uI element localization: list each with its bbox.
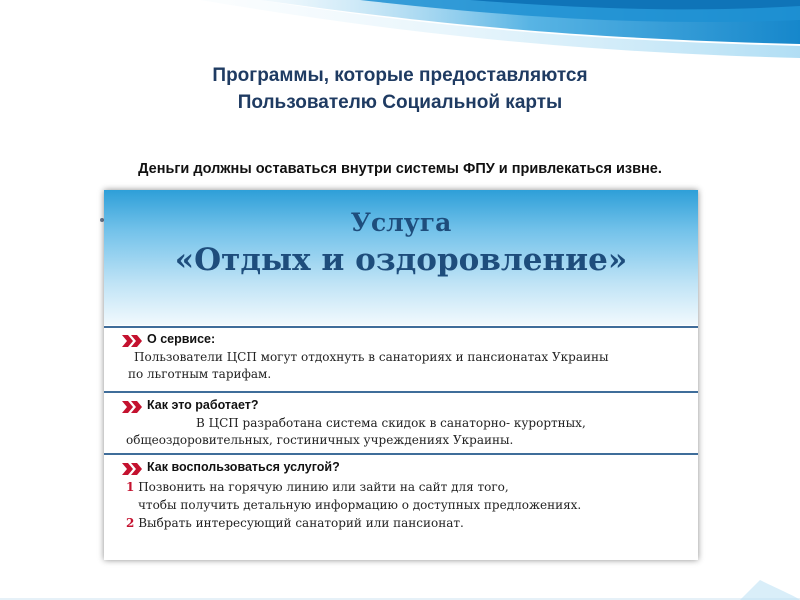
double-chevron-right-icon bbox=[122, 401, 144, 413]
step-1-continuation: чтобы получить детальную информацию о доступных предложениях. bbox=[138, 498, 582, 512]
divider bbox=[104, 326, 698, 328]
section-about-line-1: Пользователи ЦСП могут отдохнуть в санаториях и пансионатах Украины bbox=[134, 350, 609, 364]
service-card bbox=[104, 190, 698, 560]
step-text: Позвонить на горячую линию или зайти на сайт для того, bbox=[138, 480, 509, 494]
double-chevron-right-icon bbox=[122, 463, 144, 475]
section-about-line-2: по льготным тарифам. bbox=[128, 367, 272, 381]
slide-title-line-1: Программы, которые предоставляются bbox=[212, 65, 588, 86]
double-chevron-right-icon bbox=[122, 335, 144, 347]
step-1 bbox=[126, 480, 509, 494]
slide-subtitle: Деньги должны оставаться внутри системы ФПУ и привлекаться извне. bbox=[138, 161, 662, 177]
card-kicker: Услуга bbox=[350, 208, 452, 237]
step-number: 2 bbox=[126, 516, 135, 530]
step-2 bbox=[126, 516, 464, 530]
divider bbox=[104, 391, 698, 393]
section-heading-label: Как воспользоваться услугой? bbox=[147, 460, 340, 474]
card-header bbox=[104, 190, 698, 325]
section-heading-label: О сервисе: bbox=[147, 332, 216, 346]
slide-title-line-2: Пользователю Социальной карты bbox=[237, 92, 563, 113]
section-about bbox=[104, 332, 698, 392]
section-how-line-2: общеоздоровительных, гостиничных учреждениях Украины. bbox=[126, 433, 514, 447]
divider bbox=[104, 453, 698, 455]
step-text: Выбрать интересующий санаторий или пансионат. bbox=[138, 516, 464, 530]
section-how-it-works bbox=[104, 398, 698, 458]
step-number: 1 bbox=[126, 480, 135, 494]
section-heading-label: Как это работает? bbox=[147, 398, 259, 412]
slide-title bbox=[0, 62, 800, 116]
card-service-name: «Отдых и оздоровление» bbox=[174, 242, 628, 278]
section-how-to-use bbox=[104, 460, 698, 550]
section-how-line-1: В ЦСП разработана система скидок в санаторно- курортных, bbox=[196, 416, 586, 430]
